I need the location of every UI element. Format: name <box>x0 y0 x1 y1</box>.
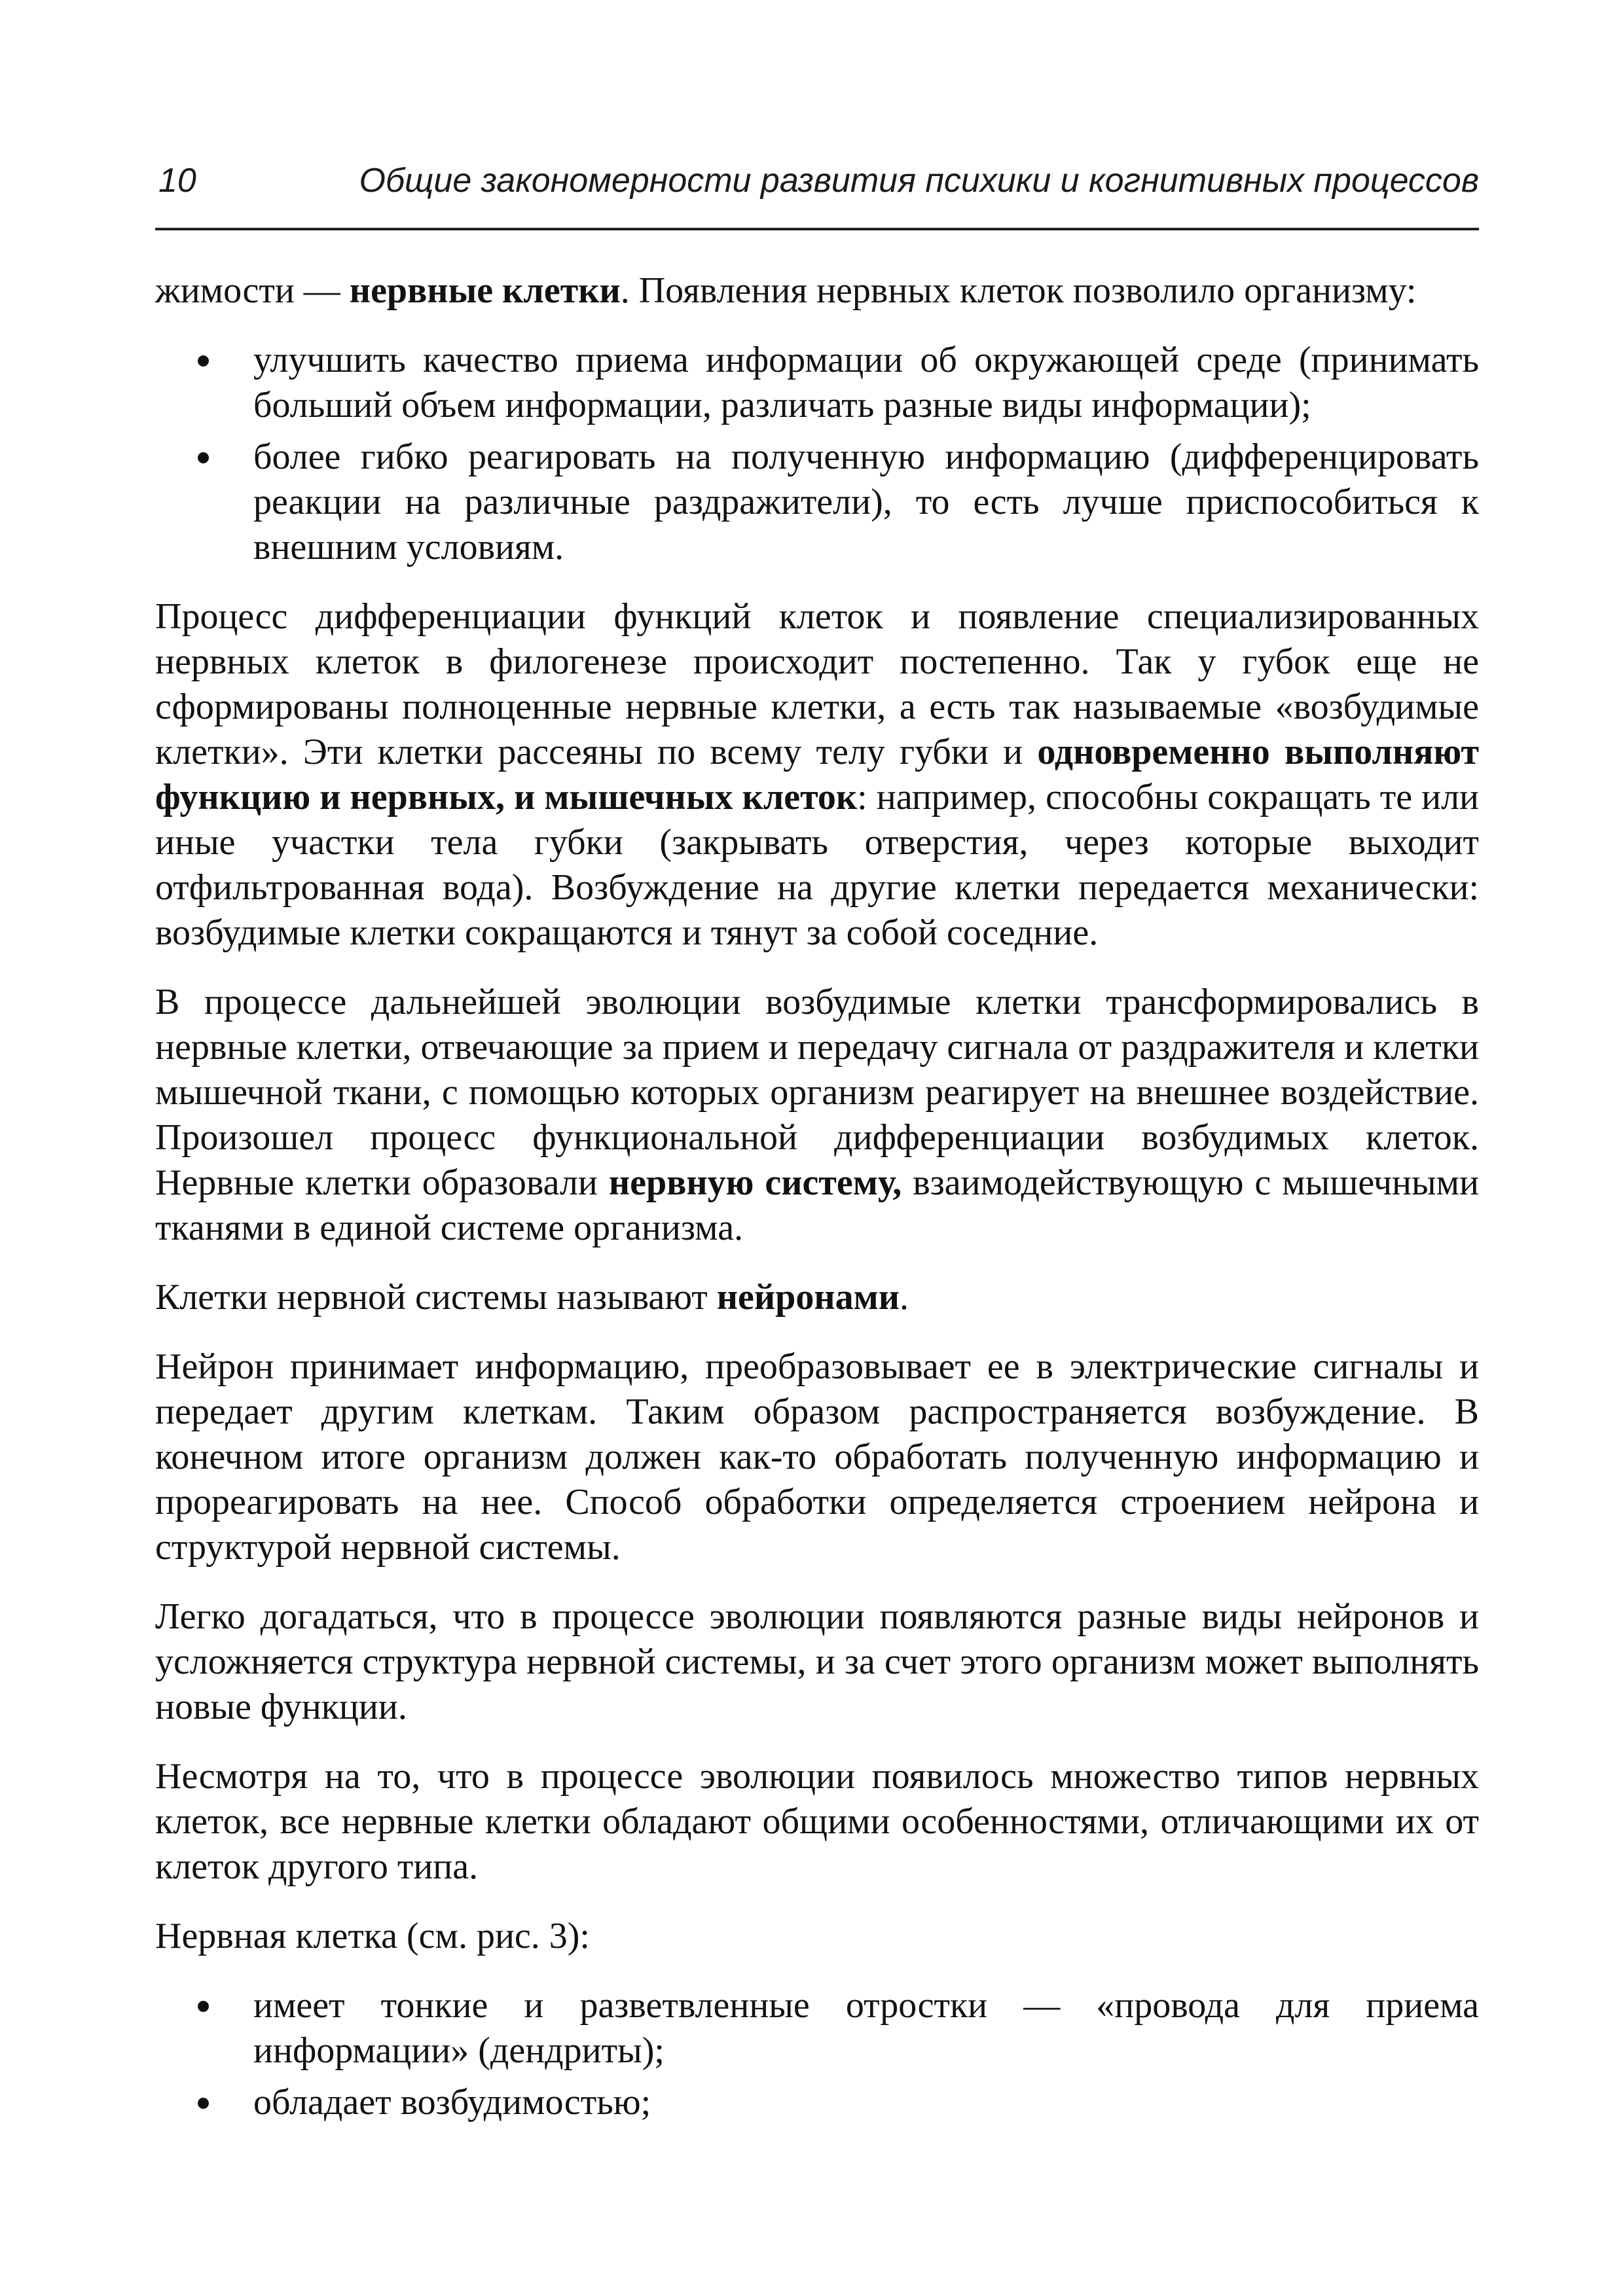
running-title: Общие закономерности развития психики и когнитивных процессов <box>359 162 1479 200</box>
list-item-text: имеет тонкие и разветвленные отростки — «провода для приема информации» (дендриты); <box>253 1985 1479 2071</box>
paragraph-text: . Появления нервных клеток позволило организму: <box>620 270 1417 311</box>
paragraph-nerve-cells-intro <box>155 268 1479 314</box>
bullet-icon <box>198 2098 209 2109</box>
page-body <box>155 268 1479 2149</box>
term-neurons: нейронами <box>716 1277 900 1318</box>
paragraph-text: В процессе дальнейшей эволюции возбудимые клетки трансформировались в нервные клетки, отвечающие за прием и передачу сигнала от раздражителя и клетки мышечной ткани, с помощью которых организм реагирует на внешнее воздействие. Произошел процесс функциональной дифференциации возбудимых клеток. Нервные клетки образовали <box>155 982 1479 1203</box>
paragraph-text: взаимодействующую с мышечными тканями в единой системе организма. <box>155 1162 1479 1248</box>
page-header <box>155 154 1479 207</box>
paragraph-neuron-function: Нейрон принимает информацию, преобразовывает ее в электрические сигналы и передает другим клеткам. Таким образом распространяется возбуждение. В конечном итоге организм должен как-то обработать полученную информацию и прореагировать на нее. Способ обработки определяется строением нейрона и структурой нервной системы. <box>155 1346 1479 1568</box>
paragraph-common-features: Несмотря на то, что в процессе эволюции появилось множество типов нервных клеток, все нервные клетки обладают общими особенностями, отличающими их от клеток другого типа. <box>155 1756 1479 1887</box>
paragraph-differentiation <box>155 594 1479 956</box>
paragraph-neurons-definition <box>155 1275 1479 1320</box>
list-item-text: более гибко реагировать на полученную информацию (дифференцировать реакции на различные раздражители), то есть лучше приспособиться к внешним условиям. <box>253 437 1479 567</box>
paragraph-nerve-cell-lead: Нервная клетка (см. рис. 3): <box>155 1916 590 1956</box>
paragraph-text: : например, способны сокращать те или иные участки тела губки (закрывать отверстия, через которые выходит отфильтрованная вода). Возбуждение на другие клетки передается механически: возбудимые клетки сокращаются и тянут за собой соседние. <box>155 777 1479 953</box>
list-item <box>253 338 1479 428</box>
list-item <box>253 435 1479 570</box>
list-item-text: обладает возбудимостью; <box>253 2082 651 2123</box>
list-item <box>253 2080 1479 2125</box>
bullet-list-features <box>155 1983 1479 2125</box>
bullet-icon <box>198 452 209 463</box>
list-item <box>253 1983 1479 2073</box>
paragraph-evolution <box>155 980 1479 1251</box>
list-item-text: улучшить качество приема информации об окружающей среде (принимать больший объем информации, различать разные виды информации); <box>253 340 1479 425</box>
term-nerve-cells: нервные клетки <box>349 270 621 311</box>
bullet-icon <box>198 2001 209 2012</box>
paragraph-text: Клетки нервной системы называют <box>155 1277 717 1318</box>
header-divider <box>155 228 1479 230</box>
page-number: 10 <box>158 162 196 200</box>
bullet-icon <box>198 355 209 367</box>
paragraph-text: Процесс дифференциации функций клеток и появление специализированных нервных клеток в филогенезе происходит постепенно. Так у губок еще не сформированы полноценные нервные клетки, а есть так называемые «возбудимые клетки». Эти клетки рассеяны по всему телу губки и <box>155 596 1479 772</box>
term-dual-function: одновременно выполняют функцию и нервных, и мышечных клеток <box>155 732 1479 817</box>
paragraph-text: . <box>900 1277 909 1318</box>
bullet-list-benefits <box>155 338 1479 570</box>
term-nervous-system: нервную систему, <box>608 1162 902 1203</box>
paragraph-neuron-types: Легко догадаться, что в процессе эволюции появляются разные виды нейронов и усложняется структура нервной системы, и за счет этого организм может выполнять новые функции. <box>155 1596 1479 1727</box>
paragraph-text: жимости — <box>155 270 350 311</box>
